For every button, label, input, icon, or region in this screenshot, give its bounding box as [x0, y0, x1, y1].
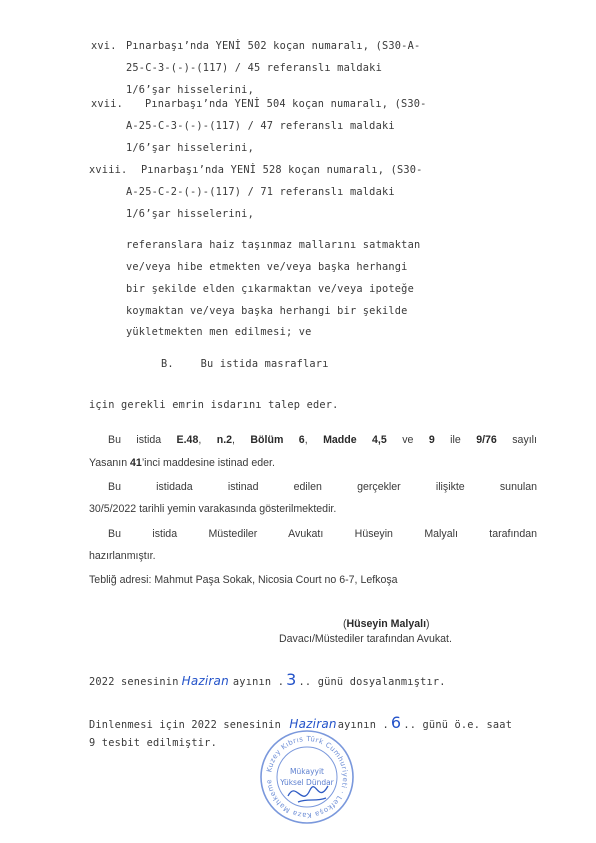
hearing-month-handwritten: Haziran	[289, 717, 337, 731]
item-line: 1/6’şar hisselerini,	[126, 142, 254, 154]
reference-9: 9	[428, 434, 435, 446]
item-number: xviii.	[89, 164, 128, 176]
signature-name: Hüseyin Malyalı	[346, 618, 427, 630]
restriction-line: bir şekilde elden çıkarmaktan ve/veya ipoteğe	[126, 283, 414, 295]
item-line: 1/6’şar hisselerini,	[126, 208, 254, 220]
reference-law: 9/76	[476, 434, 497, 446]
notification-address: Tebliğ adresi: Mahmut Paşa Sokak, Nicosia Court no 6-7, Lefkoşa	[89, 574, 398, 586]
item-line: A-25-C-3-(-)-(117) / 47 referanslı maldaki	[126, 120, 395, 132]
prepared-line-2: hazırlanmıştır.	[89, 550, 156, 562]
legal-basis-line-2: Yasanın 41’inci maddesine istinad eder.	[89, 457, 275, 469]
reference-madde: Madde 4,5	[323, 434, 387, 446]
hearing-day-handwritten: 6	[390, 713, 402, 732]
request-line: için gerekli emrin isdarını talep eder.	[89, 399, 339, 411]
svg-text:Kuzey Kıbrıs Türk Cumhuriyeti: Kuzey Kıbrıs Türk Cumhuriyeti · Lefkoşa Kaza Mahkeme	[265, 734, 350, 820]
signature-name-line: (Hüseyin Malyalı)	[343, 618, 430, 630]
section-b	[161, 358, 329, 370]
filed-month-handwritten: Haziran	[181, 674, 229, 688]
svg-text:Yüksel Dündar: Yüksel Dündar	[280, 778, 334, 787]
hearing-line-2: 9 tesbit edilmiştir.	[89, 737, 217, 749]
facts-line-1: Bu istidada istinad edilen gerçekler ilişikte sunulan	[108, 481, 537, 493]
item-line: A-25-C-2-(-)-(117) / 71 referanslı maldaki	[126, 186, 395, 198]
restriction-line: referanslara haiz taşınmaz mallarını satmaktan	[126, 239, 421, 251]
hearing-line-1: Dinlenmesi için 2022 senesinin Haziranayının . 6 .. günü ö.e. saat	[89, 713, 513, 732]
restriction-line: yükletmekten men edilmesi; ve	[126, 326, 312, 338]
facts-line-2: 30/5/2022 tarihli yemin varakasında gösterilmektedir.	[89, 503, 337, 515]
item-line: 1/6’şar hisselerini,	[126, 84, 254, 96]
court-stamp-seal	[258, 728, 356, 826]
reference-n2: n.2	[216, 434, 233, 446]
item-number: xvii.	[91, 98, 123, 110]
reference-article-41: 41	[130, 457, 142, 469]
reference-bolum: Bölüm 6	[250, 434, 305, 446]
section-b-text: Bu istida masrafları	[200, 358, 329, 370]
signature-role: Davacı/Müstediler tarafından Avukat.	[279, 633, 452, 645]
court-stamp	[258, 728, 356, 826]
section-b-letter: B.	[161, 358, 174, 370]
legal-basis-line-1: Bu istida E.48, n.2, Bölüm 6, Madde 4,5 ve 9 ile 9/76 sayılı	[108, 434, 537, 446]
svg-text:Mükayyit: Mükayyit	[290, 767, 324, 776]
item-line: Pınarbaşı’nda YENİ 502 koçan numaralı, (S30-A-	[126, 40, 421, 52]
item-line: Pınarbaşı’nda YENİ 528 koçan numaralı, (S30-	[141, 164, 423, 176]
prepared-line-1: Bu istida Müstediler Avukatı Hüseyin Malyalı tarafından	[108, 528, 537, 540]
item-line: Pınarbaşı’nda YENİ 504 koçan numaralı, (S30-	[145, 98, 427, 110]
restriction-line: koymaktan ve/veya başka herhangi bir şekilde	[126, 305, 408, 317]
restriction-line: ve/veya hibe etmekten ve/veya başka herhangi	[126, 261, 408, 273]
reference-e48: E.48	[176, 434, 199, 446]
item-line: 25-C-3-(-)-(117) / 45 referanslı maldaki	[126, 62, 382, 74]
filed-day-handwritten: 3	[286, 670, 297, 689]
item-number: xvi.	[91, 40, 117, 52]
filed-line: 2022 senesinin Haziran ayının . 3 .. günü dosyalanmıştır.	[89, 670, 446, 689]
